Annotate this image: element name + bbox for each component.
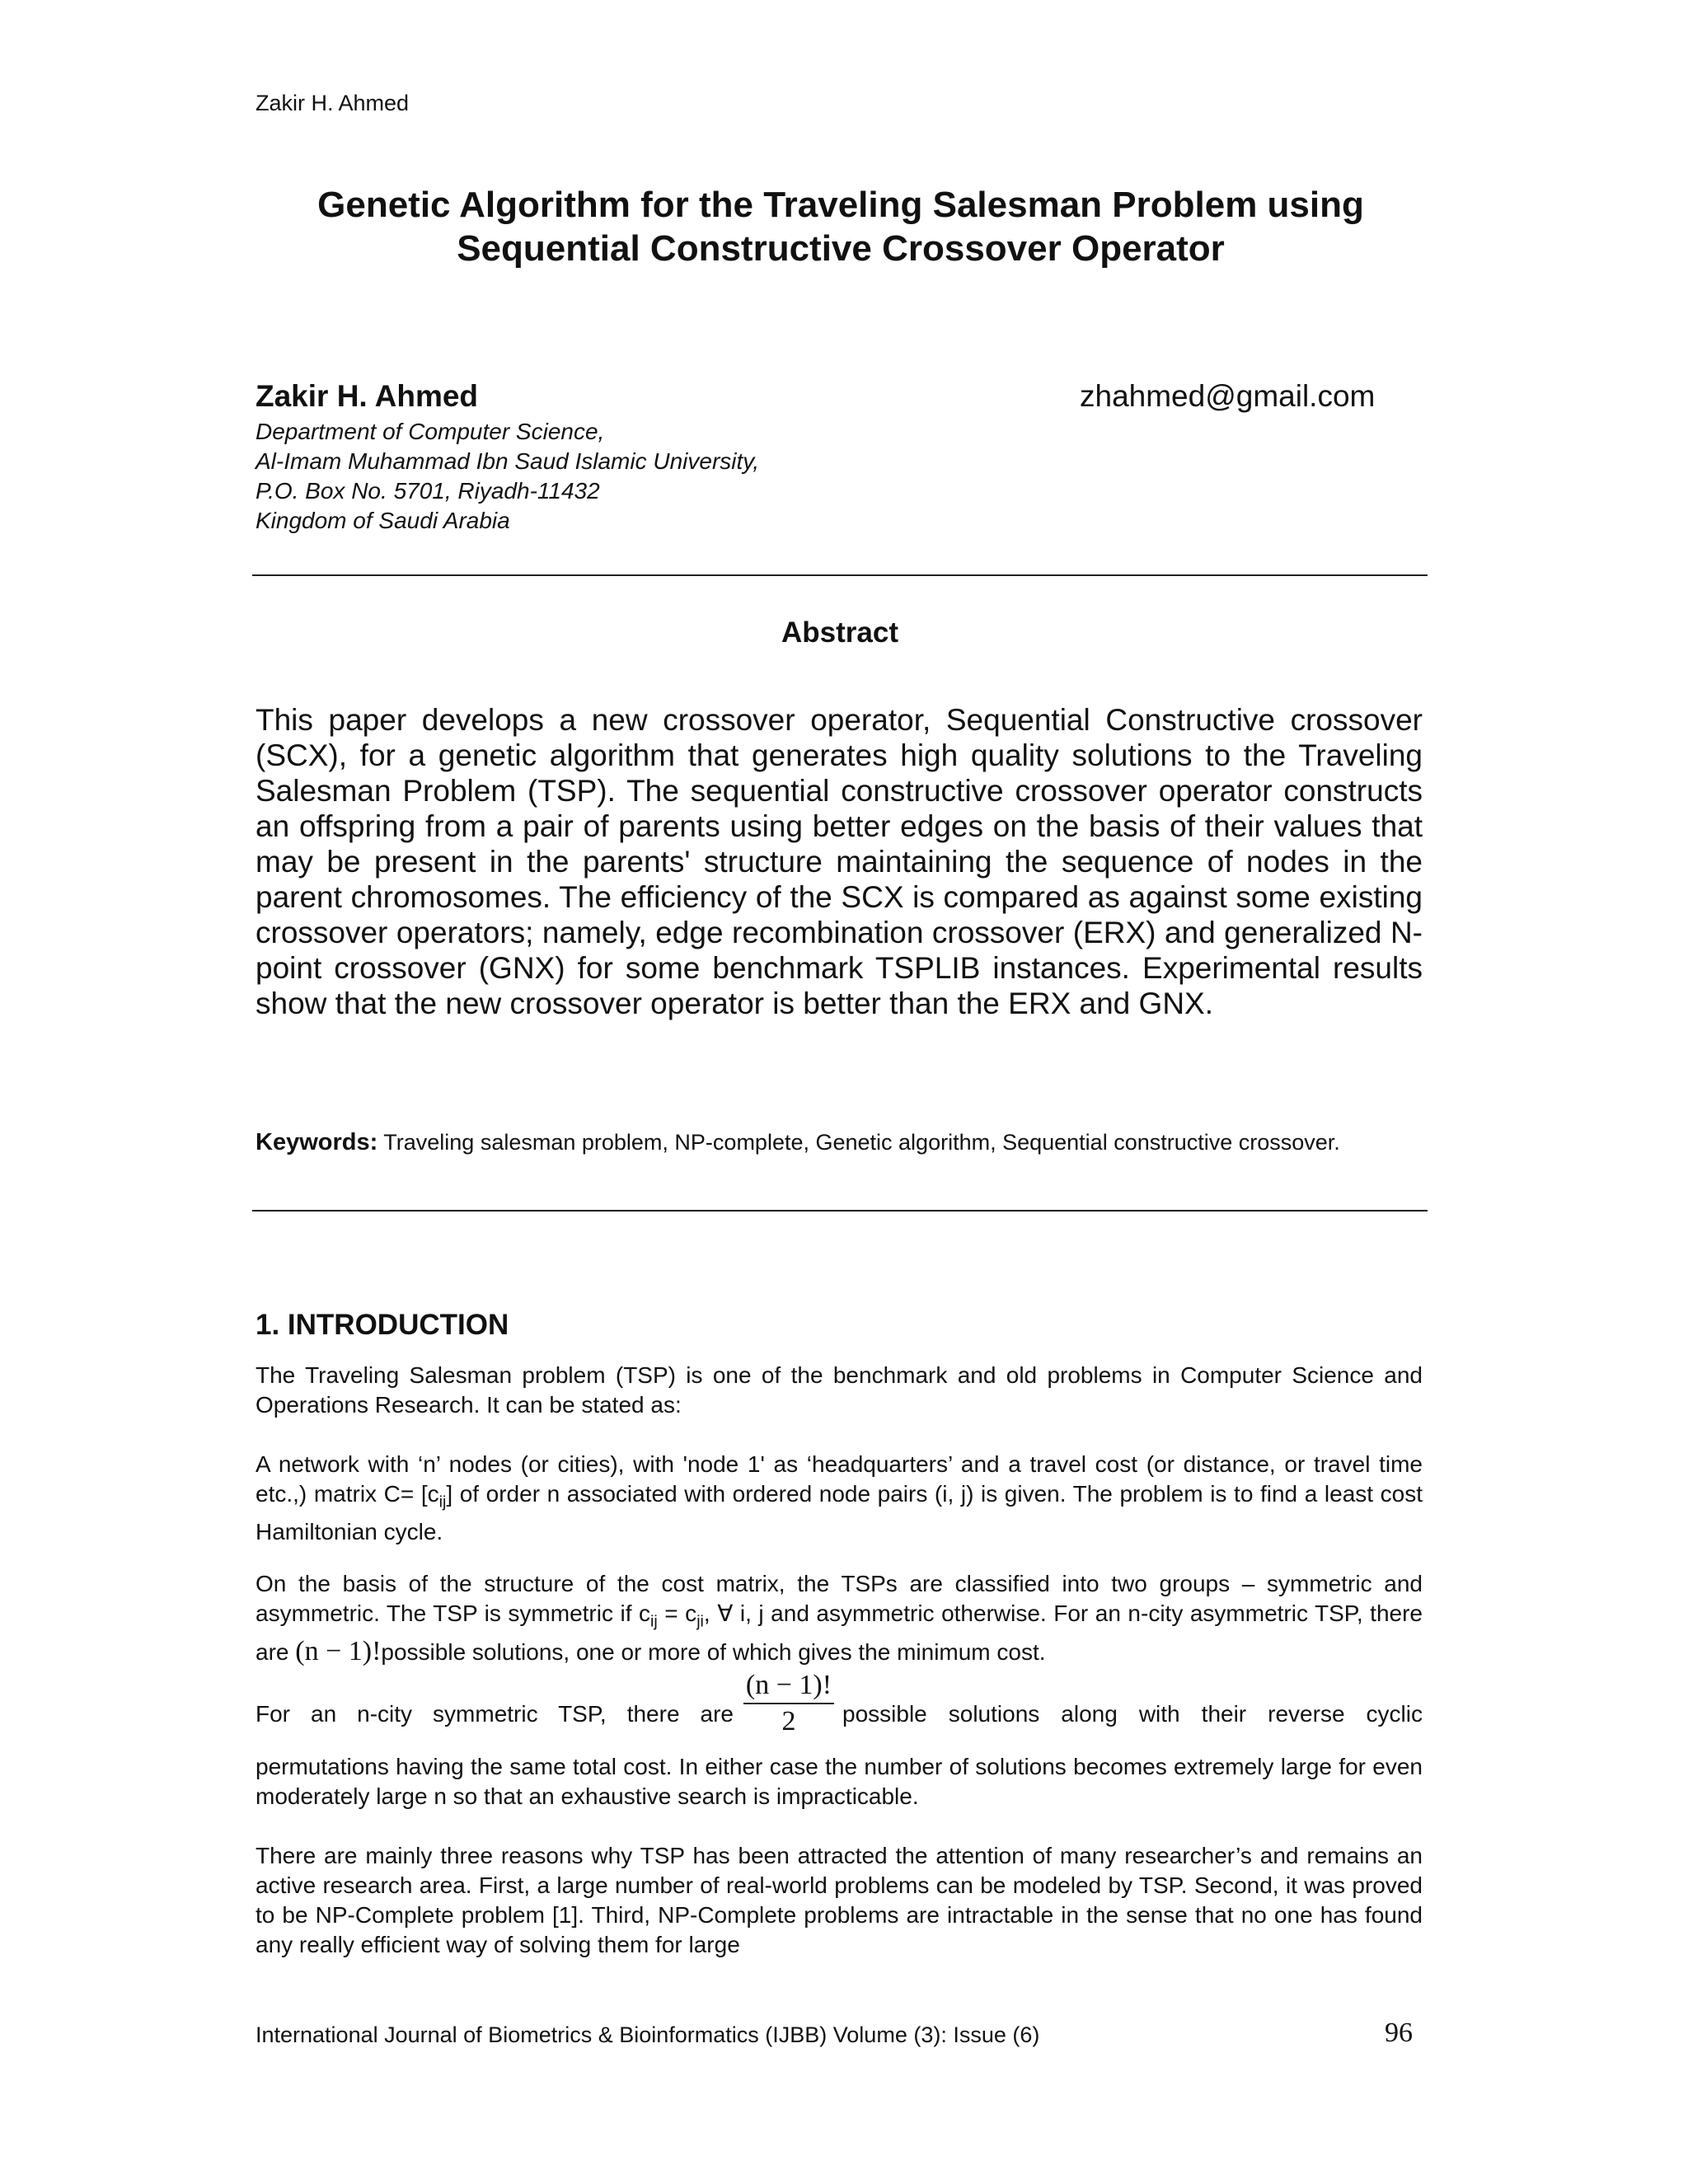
math-n-minus-1-factorial: (n − 1)! — [295, 1635, 382, 1666]
fraction-denominator: 2 — [781, 1706, 796, 1736]
subscript: ij — [438, 1493, 447, 1511]
affiliation-line: Department of Computer Science, — [256, 419, 605, 444]
text-run: On the basis of the structure of the cost matrix, the TSPs are classified into two groups – symmetric and asymmetric. The TSP is symmetric if c — [256, 1571, 1423, 1626]
affiliation-line: P.O. Box No. 5701, Riyadh-11432 — [256, 478, 600, 504]
intro-paragraph-4-start: For an n-city symmetric TSP, there are — [256, 1701, 734, 1727]
keywords-text: Traveling salesman problem, NP-complete, Genetic algorithm, Sequential constructive crossover. — [377, 1130, 1340, 1155]
title-line-1: Genetic Algorithm for the Traveling Salesman Problem using — [317, 185, 1364, 225]
text-run: possible solutions, one or more of which gives the minimum cost. — [381, 1638, 1046, 1665]
abstract-heading: Abstract — [781, 616, 898, 649]
intro-paragraph-6: There are mainly three reasons why TSP has been attracted the attention of many researcher’s and remains an active research area. First, a large number of real-world problems can be modeled by TSP. Second, it was proved to be NP-Complete problem [1]. Third, NP-Complete problems are intractable in the sense that no one has found any really efficient way of solving them for large — [256, 1843, 1423, 1957]
title-line-2: Sequential Constructive Crossover Operator — [457, 228, 1225, 269]
divider-bottom — [252, 1210, 1428, 1212]
intro-paragraph-1: The Traveling Salesman problem (TSP) is one of the benchmark and old problems in Computer Science and Operations Research. It can be stated as: — [256, 1362, 1423, 1418]
author-affiliation — [256, 417, 759, 536]
abstract-text: This paper develops a new crossover operator, Sequential Constructive crossover (SCX), for a genetic algorithm that generates high quality solutions to the Traveling Salesman Problem (TSP). The sequential constructive crossover operator constructs an offspring from a pair of parents using better edges on the basis of their values that may be present in the parents' structure maintaining the sequence of nodes in the parent chromosomes. The efficiency of the SCX is compared as against some existing crossover operators; namely, edge recombination crossover (ERX) and generalized N-point crossover (GNX) for some benchmark TSPLIB instances. Experimental results show that the new crossover operator is better than the ERX and GNX. — [256, 703, 1423, 1020]
journal-footer: International Journal of Biometrics & Bioinformatics (IJBB) Volume (3): Issue (6) — [256, 2022, 1040, 2047]
running-head: Zakir H. Ahmed — [256, 91, 410, 115]
section-heading-introduction: 1. INTRODUCTION — [256, 1309, 509, 1341]
text-run: A network with ‘n’ nodes (or cities), with 'node 1' as ‘headquarters’ and a travel cost (or distance, or travel time etc.,) matrix C= [c — [256, 1451, 1423, 1507]
fraction-numerator: (n − 1)! — [743, 1670, 834, 1704]
text-run: , ∀ i, j and asymmetric otherwise. For an n-city asymmetric TSP, there are — [256, 1601, 1423, 1665]
page-number: 96 — [1385, 2018, 1413, 2048]
subscript: ij — [650, 1612, 658, 1631]
paper-title — [247, 183, 1434, 270]
affiliation-line: Al-Imam Muhammad Ibn Saud Islamic University, — [256, 448, 759, 474]
text-run: ] of order n associated with ordered node pairs (i, j) is given. The problem is to find a least cost Hamiltonian cycle. — [256, 1481, 1423, 1544]
affiliation-line: Kingdom of Saudi Arabia — [256, 508, 510, 533]
fraction-n-minus-1-factorial-over-2 — [743, 1670, 834, 1737]
intro-paragraph-4-end: possible solutions along with their reverse cyclic — [842, 1701, 1423, 1727]
intro-paragraph-2 — [256, 1450, 1423, 1547]
intro-paragraph-5: permutations having the same total cost. In either case the number of solutions becomes extremely large for even moderately large n so that an exhaustive search is impracticable. — [256, 1754, 1423, 1809]
intro-paragraph-3 — [256, 1569, 1423, 1667]
text-run: = c — [657, 1601, 697, 1626]
subscript: ji — [696, 1612, 704, 1631]
divider-top — [252, 574, 1428, 576]
keywords-label: Keywords: — [256, 1129, 378, 1155]
keywords — [256, 1129, 1340, 1156]
author-email: zhahmed@gmail.com — [1080, 379, 1376, 413]
author-name: Zakir H. Ahmed — [256, 379, 479, 413]
